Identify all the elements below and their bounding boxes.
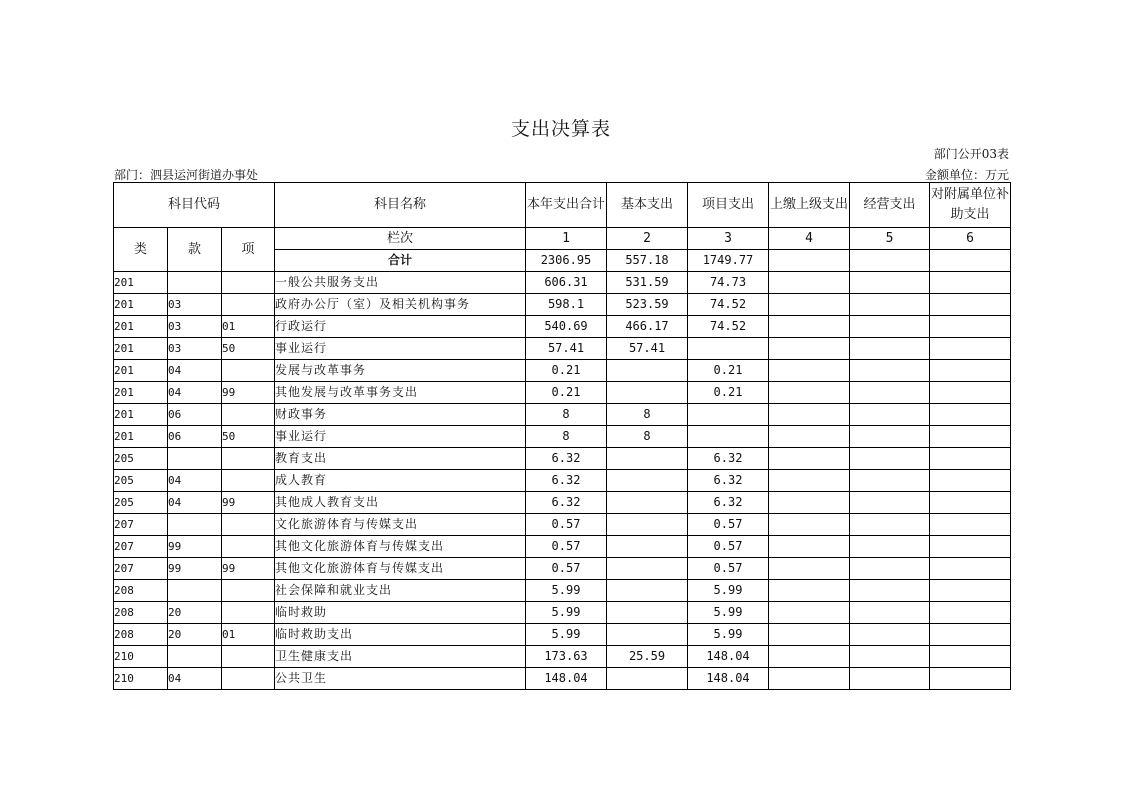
cell-lei: 207 <box>114 514 168 536</box>
cell-lei: 201 <box>114 382 168 404</box>
cell-total: 0.57 <box>526 558 607 580</box>
cell-xiang <box>222 360 275 382</box>
cell-subsidy <box>930 558 1011 580</box>
cell-xiang <box>222 580 275 602</box>
cell-lei: 201 <box>114 338 168 360</box>
header-project: 项目支出 <box>688 183 769 228</box>
cell-project: 0.21 <box>688 360 769 382</box>
cell-lei: 208 <box>114 580 168 602</box>
cell-xiang <box>222 536 275 558</box>
cell-xiang <box>222 448 275 470</box>
cell-upper <box>769 360 850 382</box>
cell-basic: 523.59 <box>607 294 688 316</box>
cell-xiang: 50 <box>222 426 275 448</box>
cell-lei: 201 <box>114 360 168 382</box>
cell-project: 5.99 <box>688 602 769 624</box>
cell-business <box>850 580 930 602</box>
cell-total: 8 <box>526 404 607 426</box>
cell-upper <box>769 602 850 624</box>
cell-upper <box>769 492 850 514</box>
cell-project: 74.73 <box>688 272 769 294</box>
cell-project: 0.57 <box>688 558 769 580</box>
col-number-3: 3 <box>688 228 769 250</box>
table-row <box>114 294 1011 316</box>
cell-basic: 25.59 <box>607 646 688 668</box>
cell-basic <box>607 360 688 382</box>
table-row <box>114 492 1011 514</box>
cell-business <box>850 360 930 382</box>
header-kuan: 款 <box>168 228 222 272</box>
cell-lei: 205 <box>114 470 168 492</box>
table-row <box>114 580 1011 602</box>
cell-business <box>850 448 930 470</box>
cell-lei: 201 <box>114 272 168 294</box>
cell-upper <box>769 470 850 492</box>
cell-subject-name: 事业运行 <box>275 426 526 448</box>
cell-basic <box>607 558 688 580</box>
cell-business <box>850 294 930 316</box>
cell-lei: 201 <box>114 426 168 448</box>
cell-basic <box>607 536 688 558</box>
sum-business <box>850 250 930 272</box>
cell-business <box>850 272 930 294</box>
cell-total: 0.57 <box>526 514 607 536</box>
cell-lei: 205 <box>114 492 168 514</box>
cell-business <box>850 338 930 360</box>
cell-lei: 201 <box>114 316 168 338</box>
cell-lei: 210 <box>114 646 168 668</box>
col-number-4: 4 <box>769 228 850 250</box>
cell-lei: 208 <box>114 602 168 624</box>
col-number-6: 6 <box>930 228 1011 250</box>
cell-project: 148.04 <box>688 668 769 690</box>
cell-kuan: 99 <box>168 536 222 558</box>
cell-project: 148.04 <box>688 646 769 668</box>
cell-upper <box>769 338 850 360</box>
cell-business <box>850 470 930 492</box>
header-total: 本年支出合计 <box>526 183 607 228</box>
cell-subsidy <box>930 404 1011 426</box>
cell-basic: 8 <box>607 404 688 426</box>
cell-basic <box>607 624 688 646</box>
cell-kuan: 04 <box>168 382 222 404</box>
header-subject-name: 科目名称 <box>275 183 526 228</box>
cell-xiang <box>222 404 275 426</box>
cell-upper <box>769 624 850 646</box>
cell-total: 6.32 <box>526 470 607 492</box>
cell-subject-name: 发展与改革事务 <box>275 360 526 382</box>
cell-kuan: 04 <box>168 470 222 492</box>
cell-lei: 208 <box>114 624 168 646</box>
cell-subject-name: 卫生健康支出 <box>275 646 526 668</box>
table-row <box>114 316 1011 338</box>
cell-basic <box>607 514 688 536</box>
cell-subsidy <box>930 514 1011 536</box>
cell-kuan: 04 <box>168 668 222 690</box>
cell-upper <box>769 272 850 294</box>
header-business: 经营支出 <box>850 183 930 228</box>
cell-xiang: 01 <box>222 316 275 338</box>
cell-basic <box>607 668 688 690</box>
cell-basic <box>607 602 688 624</box>
cell-xiang <box>222 470 275 492</box>
cell-business <box>850 316 930 338</box>
table-row <box>114 646 1011 668</box>
cell-total: 0.57 <box>526 536 607 558</box>
cell-total: 8 <box>526 426 607 448</box>
cell-subject-name: 教育支出 <box>275 448 526 470</box>
col-number-5: 5 <box>850 228 930 250</box>
cell-total: 0.21 <box>526 382 607 404</box>
cell-kuan: 04 <box>168 360 222 382</box>
sum-basic: 557.18 <box>607 250 688 272</box>
cell-subject-name: 财政事务 <box>275 404 526 426</box>
cell-basic: 531.59 <box>607 272 688 294</box>
cell-kuan: 20 <box>168 624 222 646</box>
cell-basic <box>607 448 688 470</box>
cell-project: 74.52 <box>688 294 769 316</box>
table-row <box>114 360 1011 382</box>
cell-subsidy <box>930 338 1011 360</box>
cell-business <box>850 404 930 426</box>
cell-total: 173.63 <box>526 646 607 668</box>
cell-project: 74.52 <box>688 316 769 338</box>
cell-subsidy <box>930 448 1011 470</box>
cell-kuan: 06 <box>168 426 222 448</box>
table-row <box>114 536 1011 558</box>
cell-xiang: 99 <box>222 558 275 580</box>
cell-kuan <box>168 646 222 668</box>
cell-upper <box>769 668 850 690</box>
sum-project: 1749.77 <box>688 250 769 272</box>
cell-total: 6.32 <box>526 448 607 470</box>
cell-subject-name: 其他文化旅游体育与传媒支出 <box>275 536 526 558</box>
cell-total: 0.21 <box>526 360 607 382</box>
cell-subsidy <box>930 426 1011 448</box>
cell-lei: 210 <box>114 668 168 690</box>
cell-lei: 207 <box>114 536 168 558</box>
cell-upper <box>769 536 850 558</box>
cell-project: 0.21 <box>688 382 769 404</box>
table-row <box>114 602 1011 624</box>
cell-kuan <box>168 448 222 470</box>
cell-subject-name: 行政运行 <box>275 316 526 338</box>
cell-kuan: 03 <box>168 316 222 338</box>
table-row <box>114 338 1011 360</box>
cell-upper <box>769 514 850 536</box>
cell-xiang <box>222 668 275 690</box>
cell-subsidy <box>930 272 1011 294</box>
cell-subsidy <box>930 382 1011 404</box>
cell-basic <box>607 580 688 602</box>
cell-upper <box>769 294 850 316</box>
cell-kuan: 03 <box>168 338 222 360</box>
cell-project <box>688 404 769 426</box>
cell-basic <box>607 470 688 492</box>
table-row <box>114 514 1011 536</box>
cell-upper <box>769 580 850 602</box>
cell-subject-name: 其他成人教育支出 <box>275 492 526 514</box>
cell-basic: 57.41 <box>607 338 688 360</box>
cell-lei: 207 <box>114 558 168 580</box>
header-xiang: 项 <box>222 228 275 272</box>
cell-upper <box>769 316 850 338</box>
cell-total: 6.32 <box>526 492 607 514</box>
cell-business <box>850 558 930 580</box>
cell-xiang: 99 <box>222 382 275 404</box>
cell-project: 0.57 <box>688 536 769 558</box>
cell-subject-name: 文化旅游体育与传媒支出 <box>275 514 526 536</box>
cell-subject-name: 临时救助支出 <box>275 624 526 646</box>
cell-business <box>850 536 930 558</box>
header-row <box>114 183 1011 228</box>
table-row <box>114 558 1011 580</box>
cell-subsidy <box>930 316 1011 338</box>
cell-kuan: 04 <box>168 492 222 514</box>
cell-kuan <box>168 514 222 536</box>
cell-total: 5.99 <box>526 602 607 624</box>
cell-subject-name: 事业运行 <box>275 338 526 360</box>
cell-subject-name: 其他文化旅游体育与传媒支出 <box>275 558 526 580</box>
cell-subsidy <box>930 646 1011 668</box>
cell-xiang: 01 <box>222 624 275 646</box>
cell-basic <box>607 382 688 404</box>
cell-business <box>850 624 930 646</box>
cell-subject-name: 成人教育 <box>275 470 526 492</box>
cell-kuan: 03 <box>168 294 222 316</box>
cell-xiang <box>222 272 275 294</box>
cell-total: 5.99 <box>526 624 607 646</box>
cell-project: 6.32 <box>688 470 769 492</box>
cell-upper <box>769 448 850 470</box>
cell-project <box>688 426 769 448</box>
header-basic: 基本支出 <box>607 183 688 228</box>
cell-subject-name: 其他发展与改革事务支出 <box>275 382 526 404</box>
cell-project <box>688 338 769 360</box>
cell-subsidy <box>930 624 1011 646</box>
cell-lei: 201 <box>114 294 168 316</box>
header-lei: 类 <box>114 228 168 272</box>
cell-basic: 466.17 <box>607 316 688 338</box>
cell-project: 5.99 <box>688 580 769 602</box>
row-label: 栏次 <box>275 228 526 250</box>
cell-subject-name: 公共卫生 <box>275 668 526 690</box>
cell-kuan: 99 <box>168 558 222 580</box>
cell-kuan <box>168 272 222 294</box>
cell-business <box>850 602 930 624</box>
cell-xiang: 99 <box>222 492 275 514</box>
cell-subsidy <box>930 580 1011 602</box>
department-label: 部门：泗县运河街道办事处 <box>114 168 259 182</box>
cell-lei: 201 <box>114 404 168 426</box>
cell-subject-name: 政府办公厅（室）及相关机构事务 <box>275 294 526 316</box>
cell-upper <box>769 426 850 448</box>
cell-business <box>850 514 930 536</box>
cell-total: 606.31 <box>526 272 607 294</box>
cell-total: 5.99 <box>526 580 607 602</box>
column-number-row <box>114 228 1011 250</box>
cell-business <box>850 426 930 448</box>
table-row <box>114 448 1011 470</box>
cell-subject-name: 社会保障和就业支出 <box>275 580 526 602</box>
cell-project: 0.57 <box>688 514 769 536</box>
cell-total: 148.04 <box>526 668 607 690</box>
cell-project: 6.32 <box>688 492 769 514</box>
cell-subsidy <box>930 294 1011 316</box>
cell-upper <box>769 404 850 426</box>
cell-xiang <box>222 602 275 624</box>
table-row <box>114 624 1011 646</box>
header-code-group: 科目代码 <box>114 183 275 228</box>
cell-upper <box>769 646 850 668</box>
table-row <box>114 382 1011 404</box>
table-row <box>114 272 1011 294</box>
header-upper: 上缴上级支出 <box>769 183 850 228</box>
cell-total: 540.69 <box>526 316 607 338</box>
cell-xiang <box>222 294 275 316</box>
table-row <box>114 404 1011 426</box>
sum-label: 合计 <box>275 250 526 272</box>
expenditure-table <box>113 182 1011 690</box>
cell-total: 57.41 <box>526 338 607 360</box>
cell-business <box>850 492 930 514</box>
table-row <box>114 668 1011 690</box>
cell-upper <box>769 382 850 404</box>
cell-basic: 8 <box>607 426 688 448</box>
col-number-1: 1 <box>526 228 607 250</box>
table-row <box>114 470 1011 492</box>
form-number: 部门公开03表 <box>933 147 1009 161</box>
cell-subject-name: 临时救助 <box>275 602 526 624</box>
cell-subsidy <box>930 492 1011 514</box>
sum-total: 2306.95 <box>526 250 607 272</box>
cell-subsidy <box>930 536 1011 558</box>
cell-subsidy <box>930 668 1011 690</box>
header-subsidy: 对附属单位补助支出 <box>930 183 1011 228</box>
cell-business <box>850 382 930 404</box>
page-title: 支出决算表 <box>510 118 611 140</box>
cell-subsidy <box>930 360 1011 382</box>
cell-lei: 205 <box>114 448 168 470</box>
cell-subsidy <box>930 470 1011 492</box>
cell-xiang <box>222 646 275 668</box>
sum-upper <box>769 250 850 272</box>
col-number-2: 2 <box>607 228 688 250</box>
cell-project: 6.32 <box>688 448 769 470</box>
cell-xiang <box>222 514 275 536</box>
cell-kuan <box>168 580 222 602</box>
cell-upper <box>769 558 850 580</box>
cell-total: 598.1 <box>526 294 607 316</box>
cell-business <box>850 646 930 668</box>
cell-kuan: 06 <box>168 404 222 426</box>
cell-subject-name: 一般公共服务支出 <box>275 272 526 294</box>
cell-basic <box>607 492 688 514</box>
cell-kuan: 20 <box>168 602 222 624</box>
cell-subsidy <box>930 602 1011 624</box>
amount-unit-label: 金额单位：万元 <box>924 168 1009 182</box>
sum-subsidy <box>930 250 1011 272</box>
table-row <box>114 426 1011 448</box>
cell-business <box>850 668 930 690</box>
cell-project: 5.99 <box>688 624 769 646</box>
cell-xiang: 50 <box>222 338 275 360</box>
